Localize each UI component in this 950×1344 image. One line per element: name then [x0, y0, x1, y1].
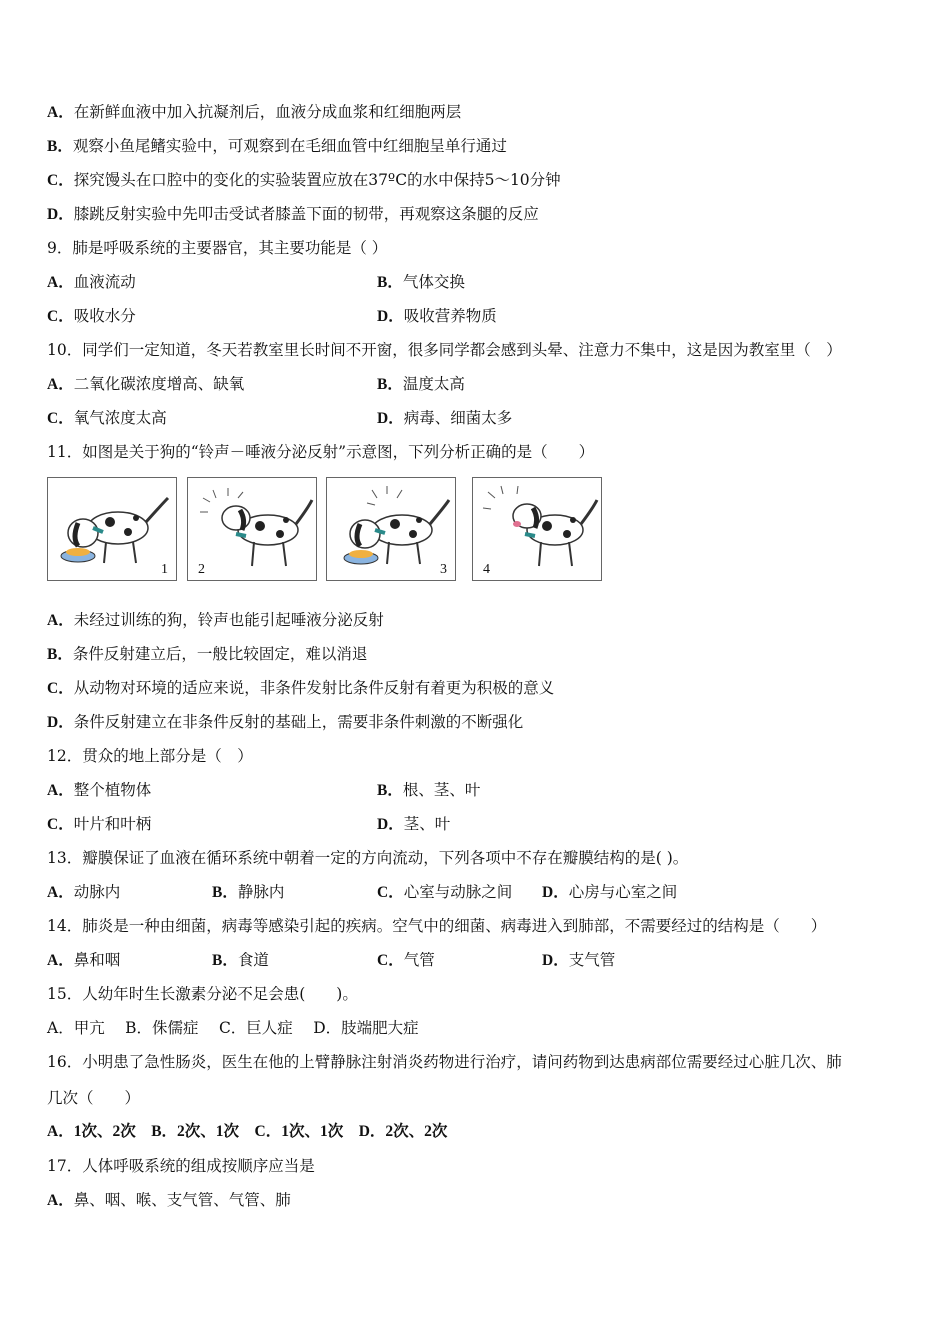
- q12-option-b: B．根、茎、叶: [377, 781, 481, 799]
- q13-stem: 13．瓣膜保证了血液在循环系统中朝着一定的方向流动，下列各项中不存在瓣膜结构的是( )。: [47, 849, 689, 867]
- q14-stem: 14．肺炎是一种由细菌，病毒等感染引起的疾病。空气中的细菌、病毒进入到肺部，不需要经过的结构是（ ）: [47, 917, 827, 935]
- q14-option-b: B．食道: [212, 951, 269, 969]
- q10-option-a: A．二氧化碳浓度增高、缺氧: [47, 375, 245, 393]
- q15-options: A．甲亢 B．侏儒症 C．巨人症 D．肢端肥大症: [47, 1019, 419, 1037]
- q12-option-a: A．整个植物体: [47, 781, 152, 799]
- panel-label: 2: [198, 562, 205, 577]
- q10-option-b: B．温度太高: [377, 375, 465, 393]
- dog-figure-panel-1: [47, 477, 177, 581]
- q13-option-c: C．心室与动脉之间: [377, 883, 513, 901]
- dog-figure-panel-2: [187, 477, 317, 581]
- q13-option-d: D．心房与心室之间: [542, 883, 678, 901]
- dog-bell-and-food-icon: [327, 478, 455, 580]
- q11-option-c: C．从动物对环境的适应来说，非条件发射比条件反射有着更为积极的意义: [47, 679, 555, 697]
- q13-option-a: A．动脉内: [47, 883, 121, 901]
- q11-option-d: D．条件反射建立在非条件反射的基础上，需要非条件刺激的不断强化: [47, 713, 524, 731]
- q12-option-c: C．叶片和叶柄: [47, 815, 152, 833]
- q16-stem-line2: 几次（ ）: [47, 1089, 141, 1107]
- q9-option-a: A．血液流动: [47, 273, 136, 291]
- q14-option-d: D．支气管: [542, 951, 616, 969]
- q13-option-b: B．静脉内: [212, 883, 285, 901]
- q8-option-c: C．探究馒头在口腔中的变化的实验装置应放在37ºC的水中保持5～10分钟: [47, 171, 561, 189]
- panel-label: 4: [483, 562, 490, 577]
- q8-option-d: D．膝跳反射实验中先叩击受试者膝盖下面的韧带，再观察这条腿的反应: [47, 205, 539, 223]
- q14-option-a: A．鼻和咽: [47, 951, 121, 969]
- q17-stem: 17．人体呼吸系统的组成按顺序应当是: [47, 1157, 315, 1175]
- panel-label: 1: [161, 562, 168, 577]
- q9-option-b: B．气体交换: [377, 273, 465, 291]
- q9-option-c: C．吸收水分: [47, 307, 136, 325]
- q8-option-b: B．观察小鱼尾鳍实验中，可观察到在毛细血管中红细胞呈单行通过: [47, 137, 507, 155]
- dog-eating-icon: [48, 478, 176, 580]
- q17-option-a: A．鼻、咽、喉、支气管、气管、肺: [47, 1191, 291, 1209]
- q16-stem-line1: 16．小明患了急性肠炎，医生在他的上臂静脉注射消炎药物进行治疗，请问药物到达患病部位需要经过心脏几次、肺: [47, 1053, 842, 1071]
- q16-options: A．1次、2次 B．2次、1次 C．1次、1次 D．2次、2次: [47, 1123, 448, 1140]
- q15-stem: 15．人幼年时生长激素分泌不足会患( )。: [47, 985, 358, 1003]
- dog-figure-panel-3: [326, 477, 456, 581]
- q10-stem: 10．同学们一定知道，冬天若教室里长时间不开窗，很多同学都会感到头晕、注意力不集中，这是因为教室里（ ）: [47, 341, 842, 359]
- q10-option-d: D．病毒、细菌太多: [377, 409, 513, 427]
- dog-bell-salivating-icon: [473, 478, 601, 580]
- q9-option-d: D．吸收营养物质: [377, 307, 497, 325]
- q8-option-a: A．在新鲜血液中加入抗凝剂后，血液分成血浆和红细胞两层: [47, 103, 462, 121]
- panel-label: 3: [440, 562, 447, 577]
- dog-bell-icon: [188, 478, 316, 580]
- q11-option-a: A．未经过训练的狗，铃声也能引起唾液分泌反射: [47, 611, 384, 629]
- q14-option-c: C．气管: [377, 951, 435, 969]
- dog-figure-panel-4: [472, 477, 602, 581]
- q9-stem: 9．肺是呼吸系统的主要器官，其主要功能是（ ）: [47, 239, 388, 257]
- q11-option-b: B．条件反射建立后，一般比较固定，难以消退: [47, 645, 368, 663]
- q12-stem: 12．贯众的地上部分是（ ）: [47, 747, 253, 765]
- q11-stem: 11．如图是关于狗的“铃声－唾液分泌反射”示意图，下列分析正确的是（ ）: [47, 443, 595, 461]
- q10-option-c: C．氧气浓度太高: [47, 409, 167, 427]
- q12-option-d: D．茎、叶: [377, 815, 451, 833]
